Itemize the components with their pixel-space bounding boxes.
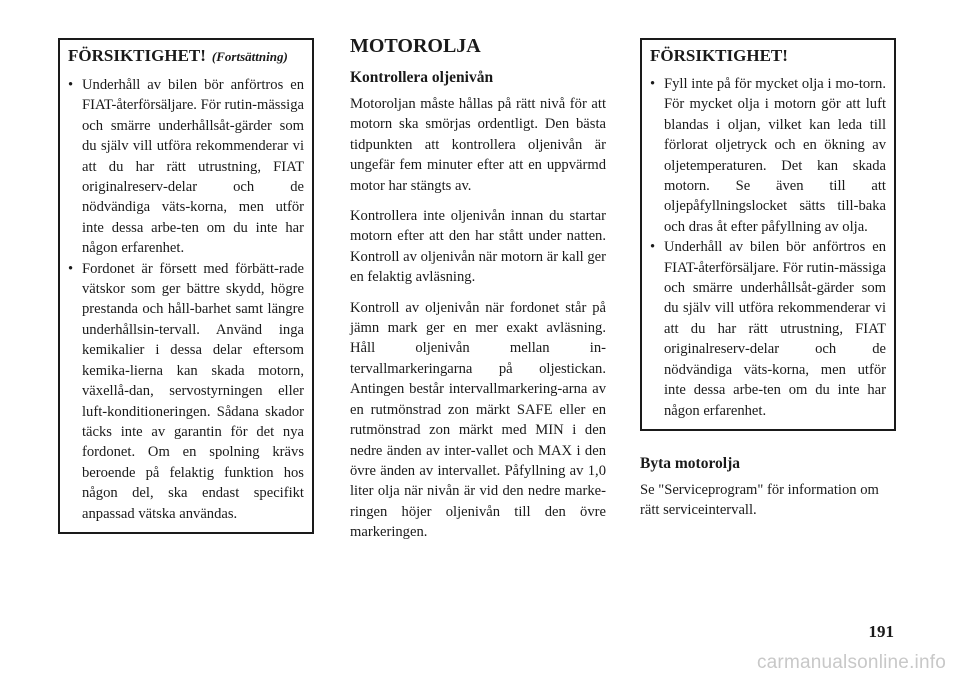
body-paragraph: Kontrollera inte oljenivån innan du startar motorn efter att den har stått under natten. Kontroll av oljenivån när motorn är kall ger en felaktig avläsning. xyxy=(350,208,606,286)
caution-box-left xyxy=(58,38,314,534)
section-title: MOTOROLJA xyxy=(350,35,481,57)
caution-box-right xyxy=(640,38,896,431)
body-paragraph: Kontroll av oljenivån när fordonet står på jämn mark ger en mer exakt avläsning. Håll oljenivån mellan in-tervallmarkeringarna på oljestickan. Antingen består intervallmarkering-arna av en rutmönstrad zon märkt SAFE eller en rutmönstrad zon märkt med MIN i den nedre änden av inter-vallet och MAX i den övre änden av intervallet. Påfyllning av 1,0 liter olja när nivån är vid den nedre marke-ringen höjer oljenivån till den övre markeringen. xyxy=(350,299,606,541)
subsection-title: Byta motorolja xyxy=(640,455,741,472)
caution-title: FÖRSIKTIGHET! xyxy=(650,46,788,65)
subsection-title: Kontrollera oljenivån xyxy=(350,69,494,86)
caution-bullet: • Underhåll av bilen bör anförtros en FIAT-återförsäljare. För rutin-mässiga och smärre underhållsåt-gärder som du själv vill utföra rekommenderar vi att du har rätt utrustning, FIAT originalreserv-delar och de nödvändiga väts-korna, men utför inte dessa arbe-ten om du inte har någon erfarenhet. xyxy=(68,75,304,259)
caution-list xyxy=(650,74,886,421)
page-number: 191 xyxy=(868,622,894,641)
caution-list xyxy=(68,75,304,524)
caution-title: FÖRSIKTIGHET! (Fortsättning) xyxy=(68,46,288,65)
body-paragraph: Se "Serviceprogram" för information om rätt serviceintervall. xyxy=(640,482,879,519)
caution-subtitle: (Fortsättning) xyxy=(211,49,288,64)
caution-bullet: • Fyll inte på för mycket olja i mo-torn. För mycket olja i motorn gör att luft blandas i oljan, vilket kan leda till förlorat oljetryck och en ökning av oljetemperaturen. Det kan skada motorn. Se även till att oljepåfyllningslocket sätts till-baka och dras åt efter påfyllning av olja. xyxy=(650,74,886,237)
right-text xyxy=(640,454,896,531)
caution-bullet: • Fordonet är försett med förbätt-rade vätskor som ger bättre skydd, högre prestanda och håll-barhet samt längre underhållsin-tervall. Använd inga kemikalier i dessa delar eftersom kemika-lierna kan skada motorn, växellå-dan, servostyrningen eller luft-konditioneringen. Sådana skador täcks inte av garantin för det nya fordonet. Om en spolning krävs beroende på felaktig funktion hos någon del, ska endast specifikt anpassad vätska användas. xyxy=(68,259,304,524)
middle-column xyxy=(350,34,606,553)
watermark: carmanualsonline.info xyxy=(756,652,946,673)
body-paragraph: Motoroljan måste hållas på rätt nivå för att motorn ska smörjas ordentligt. Den bästa tidpunkten att kontrollera oljenivån är ungefär fem minuter efter att en uppvärmd motor har stängts av. xyxy=(350,96,606,194)
caution-bullet: • Underhåll av bilen bör anförtros en FIAT-återförsäljare. För rutin-mässiga och smärre underhållsåt-gärder som du själv vill utföra rekommenderar vi att du har rätt utrustning, FIAT originalreserv-delar och de nödvändiga väts-korna, men utför inte dessa arbe-ten om du inte har någon erfarenhet. xyxy=(650,237,886,421)
